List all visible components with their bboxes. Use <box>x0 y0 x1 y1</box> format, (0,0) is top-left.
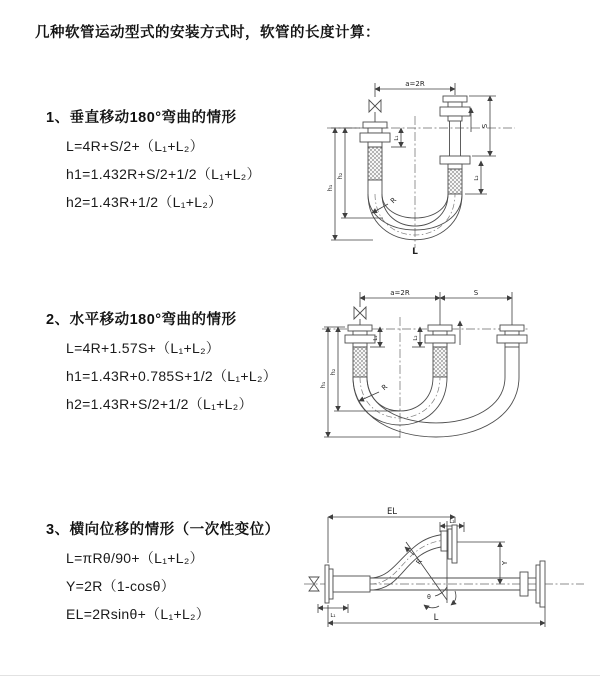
section-2-formula-L: L=4R+1.57S+（L₁+L₂） <box>66 340 221 356</box>
dim-label-h1: h₁ <box>326 184 334 192</box>
dim-h1 <box>326 128 373 240</box>
dim-label-s: S <box>473 289 479 297</box>
right-fitting-positions <box>440 96 471 194</box>
section-1-formula-L: L=4R+S/2+（L₁+L₂） <box>66 138 204 154</box>
section-3-formula-EL: EL=2Rsinθ+（L₁+L₂） <box>66 606 211 622</box>
valve-icon <box>354 301 366 325</box>
right-fitting-moved <box>497 325 527 377</box>
dim-l1 <box>391 128 406 147</box>
dim-label-l1: L₁ <box>373 335 379 341</box>
dim-label-h1: h₁ <box>319 381 327 389</box>
angle-label-theta: θ <box>427 594 431 601</box>
radius-label: R <box>380 382 390 393</box>
middle-fitting <box>425 321 460 377</box>
dim-label-a2r: a=2R <box>405 80 425 88</box>
radius-callout <box>405 547 424 566</box>
dim-label-l1: L₁ <box>330 613 336 619</box>
left-fitting <box>360 122 390 194</box>
dim-el <box>328 507 455 563</box>
dim-label-l1: L₁ <box>394 135 400 141</box>
dim-s <box>469 96 496 156</box>
dim-label-l2: L₂ <box>413 335 419 341</box>
section-3-formula-Y: Y=2R（1-cosθ） <box>66 578 176 594</box>
length-label: L <box>412 247 418 257</box>
dim-label-h2: h₂ <box>336 172 344 180</box>
dim-label-h2: h₂ <box>329 368 337 376</box>
radius-label: R <box>389 196 399 206</box>
valve-icon <box>369 100 381 122</box>
dim-label-y: Y <box>501 560 509 566</box>
diagram-horizontal-180-bend <box>312 287 590 445</box>
section-2-formula-h1: h1=1.43R+0.785S+1/2（L₁+L₂） <box>66 368 277 384</box>
dim-label-l2: L₂ <box>474 175 480 181</box>
page-title: 几种软管运动型式的安装方式时，软管的长度计算： <box>35 25 380 41</box>
left-flange-fitting <box>325 565 370 603</box>
section-2-formula-h2: h2=1.43R+S/2+1/2（L₁+L₂） <box>66 396 253 412</box>
section-3-heading: 3、横向位移的情形（一次性变位） <box>46 522 280 538</box>
dim-label-l2: L₂ <box>449 519 455 525</box>
dim-s <box>440 289 512 325</box>
dim-label-l: L <box>433 613 439 623</box>
diagram-lateral-displacement <box>298 505 590 640</box>
displaced-hose-curve <box>370 525 457 590</box>
centerlines <box>327 116 515 248</box>
dim-l1 <box>318 604 348 619</box>
dim-a-2r <box>375 80 455 97</box>
hose-u-bends <box>353 377 519 437</box>
dim-l2 <box>412 327 425 347</box>
section-1-formula-h2: h2=1.43R+1/2（L₁+L₂） <box>66 194 223 210</box>
dim-label-el: EL <box>386 507 398 517</box>
radius-label: R <box>414 557 425 567</box>
section-3-formula-L: L=πRθ/90+（L₁+L₂） <box>66 550 204 566</box>
diagram-vertical-180-bend <box>313 76 590 256</box>
dim-label-s: S <box>481 123 489 129</box>
dim-l2 <box>465 161 487 194</box>
dim-label-a2r: a=2R <box>390 289 410 297</box>
section-2-heading: 2、水平移动180°弯曲的情形 <box>46 312 237 328</box>
section-1-heading: 1、垂直移动180°弯曲的情形 <box>46 110 237 126</box>
dim-l <box>328 605 545 627</box>
section-1-formula-h1: h1=1.432R+S/2+1/2（L₁+L₂） <box>66 166 261 182</box>
left-fitting <box>345 325 375 377</box>
